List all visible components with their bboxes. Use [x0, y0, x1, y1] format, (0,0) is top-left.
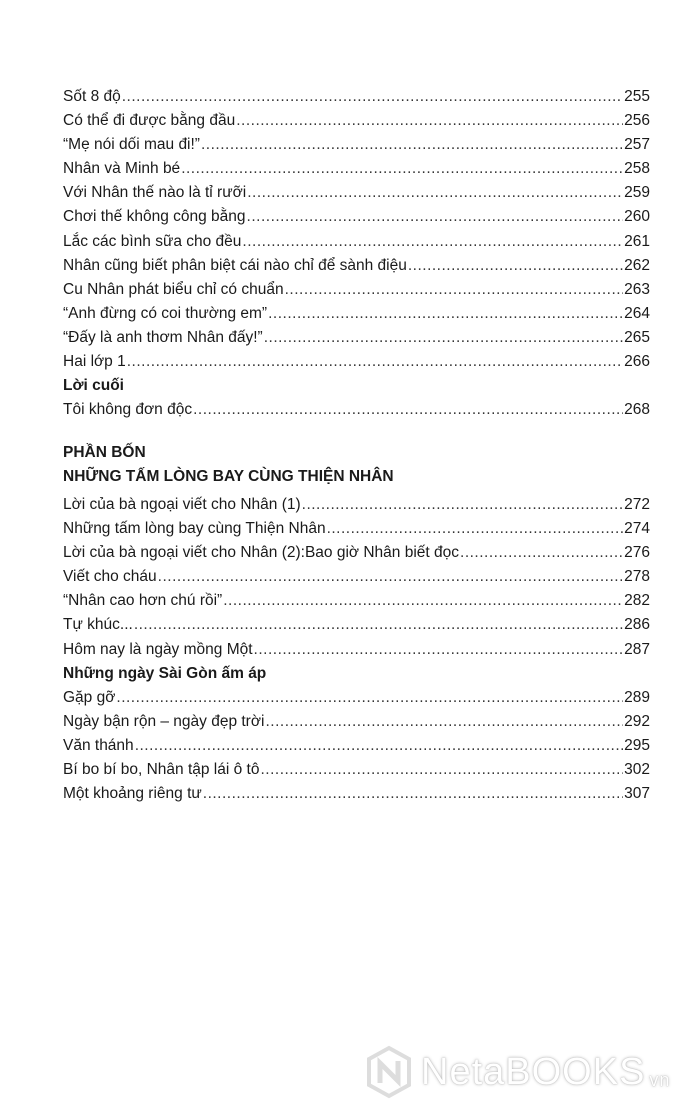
dot-leader: [260, 758, 623, 782]
entry-title: “Anh đừng có coi thường em”: [63, 304, 268, 322]
entry-title: Hôm nay là ngày mồng Một: [63, 640, 253, 658]
toc-entry[interactable]: [63, 493, 650, 517]
toc-entry[interactable]: [63, 133, 650, 157]
entry-title: Sốt 8 độ: [63, 88, 121, 105]
toc-entry[interactable]: [63, 85, 650, 109]
dot-leader: [203, 782, 623, 806]
entry-page: 276: [624, 544, 650, 562]
entry-page: 261: [624, 232, 650, 250]
entry-title: Nhân và Minh bé: [63, 160, 181, 178]
toc-entry[interactable]: [63, 589, 650, 613]
entry-page: 292: [624, 712, 650, 730]
toc-entry[interactable]: [63, 302, 650, 326]
entry-page: 266: [624, 353, 650, 371]
entry-title: Lời của bà ngoại viết cho Nhân (2):Bao giờ Nhân biết đọc: [63, 544, 460, 562]
dot-leader: [122, 85, 623, 109]
dot-leader: [268, 302, 623, 326]
entry-title: Có thể đi được bằng đầu: [63, 112, 236, 130]
netabooks-logo-icon: [365, 1045, 413, 1099]
dot-leader: [242, 230, 623, 254]
toc-entry[interactable]: [63, 734, 650, 758]
part-title: NHỮNG TẤM LÒNG BAY CÙNG THIỆN NHÂN: [63, 468, 394, 486]
entry-page: 265: [624, 328, 650, 346]
entry-title: Tôi không đơn độc: [63, 401, 193, 419]
entry-title: Hai lớp 1: [63, 353, 126, 371]
entry-title: Viết cho cháu: [63, 568, 157, 586]
entry-page: 260: [624, 208, 650, 226]
dot-leader: [223, 589, 623, 613]
dot-leader: [460, 541, 623, 565]
dot-leader: [285, 278, 624, 302]
toc-section-1: [63, 85, 650, 422]
toc-entry[interactable]: [63, 398, 650, 422]
entry-title: “Mẹ nói dối mau đi!”: [63, 136, 200, 154]
entry-title: Lắc các bình sữa cho đều: [63, 232, 242, 250]
entry-page: 264: [624, 304, 650, 322]
toc-entry[interactable]: [63, 350, 650, 374]
entry-page: 259: [624, 184, 650, 202]
entry-title: Gặp gỡ: [63, 688, 116, 706]
dot-leader: [265, 710, 623, 734]
toc-entry[interactable]: [63, 205, 650, 229]
toc-entry[interactable]: [63, 710, 650, 734]
entry-page: 255: [624, 88, 650, 105]
dot-leader: [158, 565, 623, 589]
entry-page: 258: [624, 160, 650, 178]
entry-title: Với Nhân thế nào là tỉ rưỡi: [63, 184, 247, 202]
entry-page: 278: [624, 568, 650, 586]
toc-entry[interactable]: [63, 541, 650, 565]
entry-page: 268: [624, 401, 650, 419]
toc-entry[interactable]: [63, 254, 650, 278]
dot-leader: [247, 181, 623, 205]
dot-leader: [247, 205, 624, 229]
part-heading: [63, 441, 650, 489]
entry-title: Chơi thế không công bằng: [63, 208, 246, 226]
netabooks-watermark: [365, 1045, 670, 1099]
dot-leader: [264, 326, 623, 350]
dot-leader: [302, 493, 623, 517]
entry-page: 302: [624, 761, 650, 779]
entry-title: Một khoảng riêng tư: [63, 785, 202, 803]
entry-page: 272: [624, 496, 650, 513]
toc-entry[interactable]: [63, 109, 650, 133]
toc-entry[interactable]: [63, 278, 650, 302]
entry-title: Bí bo bí bo, Nhân tập lái ô tô: [63, 761, 260, 779]
entry-title: Ngày bận rộn – ngày đẹp trời: [63, 712, 265, 730]
entry-page: 289: [624, 688, 650, 706]
entry-title: “Nhân cao hơn chú rồi”: [63, 592, 223, 610]
toc-entry[interactable]: [63, 157, 650, 181]
dot-leader: [134, 613, 623, 637]
entry-title: Tự khúc...: [63, 616, 133, 634]
entry-page: 295: [624, 736, 650, 754]
entry-page: 307: [624, 785, 650, 803]
dot-leader: [201, 133, 623, 157]
toc-entry[interactable]: [63, 686, 650, 710]
entry-title: Những tấm lòng bay cùng Thiện Nhân: [63, 520, 326, 538]
toc-entry[interactable]: [63, 565, 650, 589]
toc-entry[interactable]: [63, 613, 650, 637]
part-label: PHẦN BỐN: [63, 444, 146, 461]
entry-page: 282: [624, 592, 650, 610]
entry-page: 263: [624, 280, 650, 298]
entry-title: Cu Nhân phát biểu chỉ có chuẩn: [63, 280, 284, 298]
subsection-heading: Những ngày Sài Gòn ấm áp: [63, 664, 267, 682]
dot-leader: [193, 398, 623, 422]
entry-title: “Đấy là anh thơm Nhân đấy!”: [63, 328, 263, 346]
entry-page: 287: [624, 640, 650, 658]
dot-leader: [116, 686, 623, 710]
dot-leader: [236, 109, 623, 133]
entry-page: 257: [624, 136, 650, 154]
entry-title: Lời của bà ngoại viết cho Nhân (1): [63, 496, 301, 513]
toc-entry[interactable]: [63, 638, 650, 662]
toc-entry[interactable]: [63, 758, 650, 782]
dot-leader: [127, 350, 623, 374]
dot-leader: [181, 157, 623, 181]
dot-leader: [254, 638, 624, 662]
entry-title: Văn thánh: [63, 736, 134, 754]
entry-page: 286: [624, 616, 650, 634]
entry-page: 256: [624, 112, 650, 130]
toc-entry[interactable]: [63, 181, 650, 205]
entry-title: Nhân cũng biết phân biệt cái nào chỉ để sành điệu: [63, 256, 407, 274]
dot-leader: [135, 734, 623, 758]
toc-entry[interactable]: [63, 782, 650, 806]
brand-name: NetaBOOKS: [421, 1050, 646, 1093]
toc-entry[interactable]: [63, 326, 650, 350]
dot-leader: [408, 254, 623, 278]
dot-leader: [327, 517, 624, 541]
toc-entry[interactable]: [63, 230, 650, 254]
entry-page: 274: [624, 520, 650, 538]
brand-suffix: vn: [649, 1070, 671, 1090]
entry-page: 262: [624, 256, 650, 274]
toc-section-2: [63, 493, 650, 806]
toc-entry[interactable]: [63, 517, 650, 541]
section-heading-loi-cuoi: Lời cuối: [63, 377, 124, 395]
